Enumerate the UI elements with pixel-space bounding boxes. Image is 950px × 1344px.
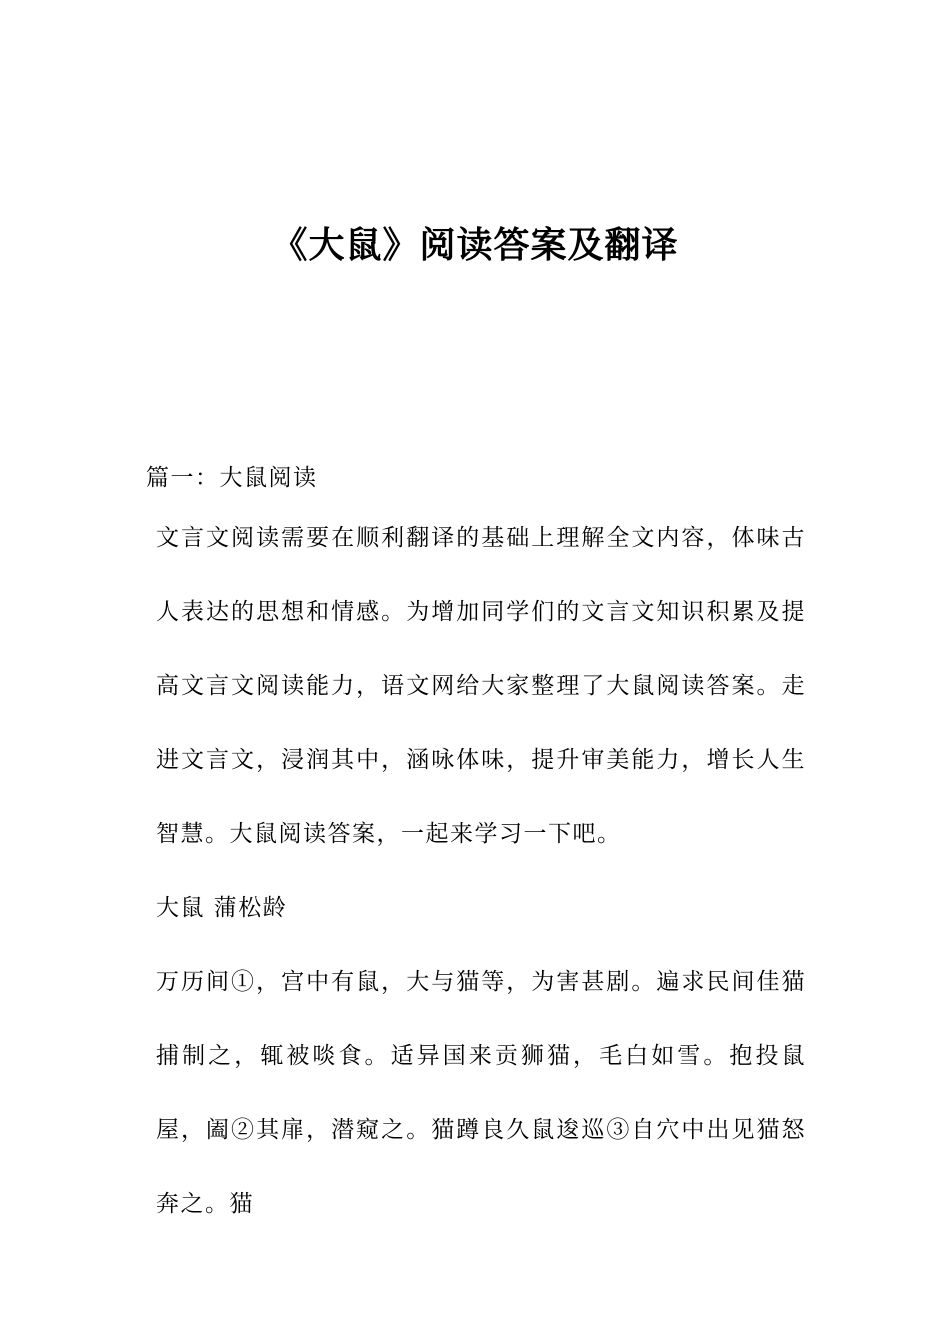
section-heading: 篇一：大鼠阅读 <box>146 465 318 491</box>
document-title: 《大鼠》阅读答案及翻译 <box>271 225 679 266</box>
document-body <box>146 455 806 1255</box>
intro-paragraph: 文言文阅读需要在顺利翻译的基础上理解全文内容，体味古人表达的思想和情感。为增加同学们的文言文知识积累及提高文言文阅读能力，语文网给大家整理了大鼠阅读答案。走进文言文，浸润其中，涵咏体味，提升审美能力，增长人生智慧。大鼠阅读答案，一起来学习一下吧。 <box>156 525 806 847</box>
classical-text-paragraph: 万历间①，宫中有鼠，大与猫等，为害甚剧。遍求民间佳猫捕制之，辄被啖食。适异国来贡狮猫，毛白如雪。抱投鼠屋，阖②其扉，潜窥之。猫蹲良久鼠逡巡③自穴中出见猫怒奔之。猫 <box>156 969 806 1217</box>
text-title-author: 大鼠 蒲松龄 <box>156 895 288 921</box>
